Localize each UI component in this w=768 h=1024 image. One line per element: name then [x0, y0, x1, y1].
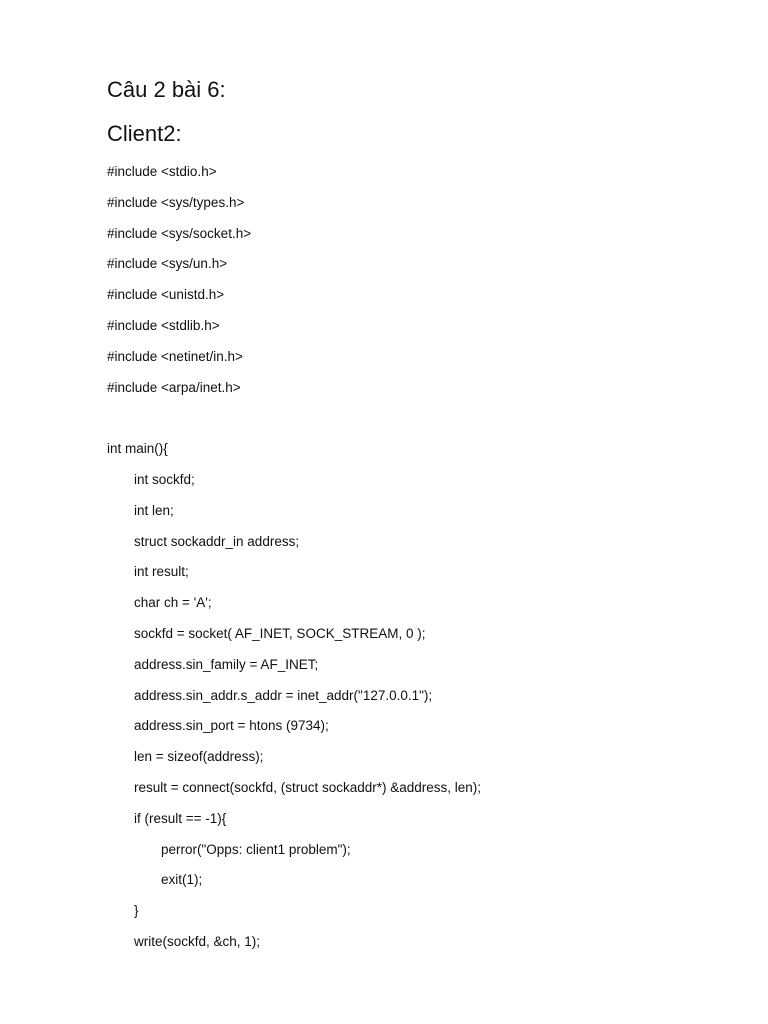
code-line: int len;	[134, 502, 174, 518]
code-listing	[107, 162, 481, 963]
code-line: char ch = 'A';	[134, 595, 212, 611]
code-line: struct sockaddr_in address;	[134, 533, 300, 549]
code-line: exit(1);	[161, 872, 203, 888]
code-line: address.sin_family = AF_INET;	[134, 656, 319, 672]
code-line: address.sin_port = htons (9734);	[134, 718, 329, 734]
code-line: int sockfd;	[134, 471, 195, 487]
section-heading: Client2:	[107, 121, 182, 146]
code-line: }	[134, 903, 139, 919]
code-line: #include <sys/un.h>	[107, 256, 228, 272]
code-line: int result;	[134, 564, 189, 580]
code-line: address.sin_addr.s_addr = inet_addr("127.0.0.1");	[134, 687, 433, 703]
code-line: #include <sys/types.h>	[107, 194, 245, 210]
code-line: #include <stdio.h>	[107, 164, 217, 179]
code-line: #include <unistd.h>	[107, 287, 225, 303]
code-line: len = sizeof(address);	[134, 749, 264, 765]
blank-line	[107, 408, 481, 439]
code-line: #include <sys/socket.h>	[107, 225, 252, 241]
code-line: perror("Opps: client1 problem");	[161, 841, 351, 857]
code-line: write(sockfd, &ch, 1);	[134, 933, 261, 949]
code-line: sockfd = socket( AF_INET, SOCK_STREAM, 0 );	[134, 625, 426, 641]
code-line: #include <stdlib.h>	[107, 317, 220, 333]
question-heading: Câu 2 bài 6:	[107, 77, 226, 102]
code-line: #include <netinet/in.h>	[107, 348, 243, 364]
code-line: result = connect(sockfd, (struct sockaddr*) &address, len);	[134, 779, 482, 795]
code-line: if (result == -1){	[134, 810, 227, 826]
code-line: #include <arpa/inet.h>	[107, 379, 241, 395]
code-line: int main(){	[107, 441, 168, 457]
